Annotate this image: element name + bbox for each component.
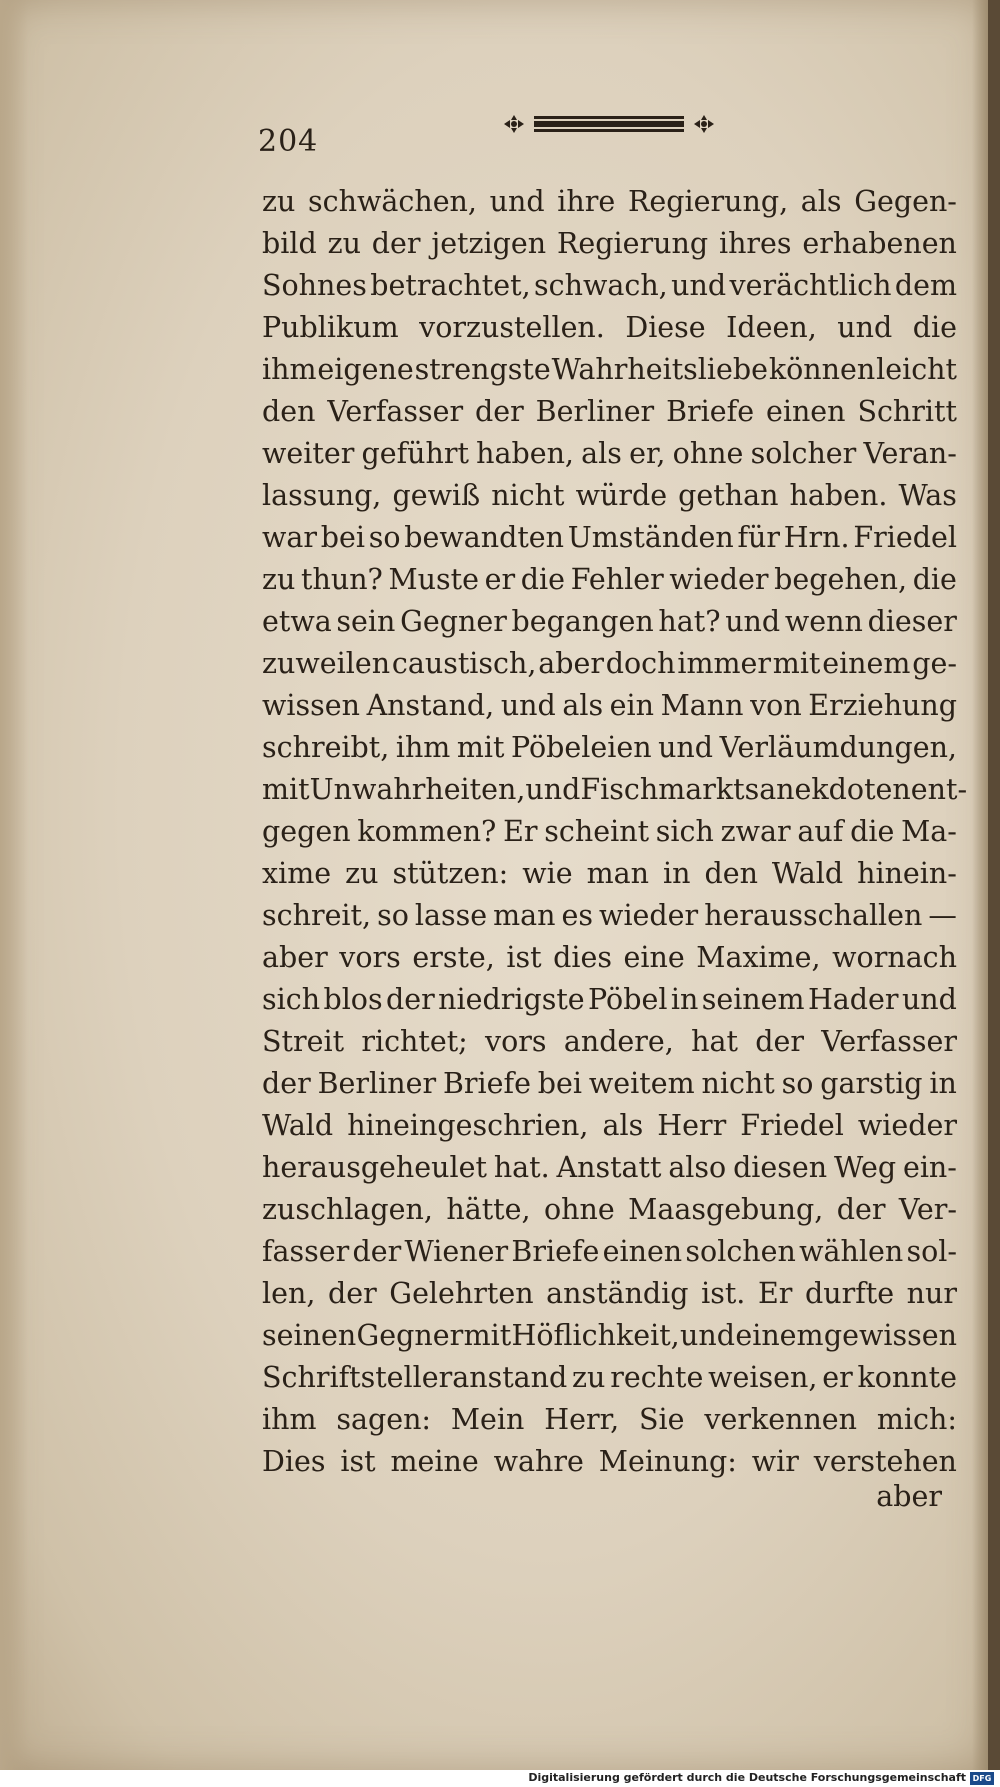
text-line: sich blos der niedrigste Pöbel in seinem Hader und	[262, 983, 957, 1016]
body-text	[262, 185, 968, 1487]
page-number: 204	[258, 124, 319, 159]
text-line: fasser der Wiener Briefe einen solchen wählen sol-	[262, 1235, 957, 1268]
text-line: xime zu stützen: wie man in den Wald hinein-	[262, 857, 957, 890]
text-line: seinen Gegner mit Höflichkeit, und einem gewissen	[262, 1319, 957, 1352]
text-line: ihm eigene strengste Wahrheitsliebe können leicht	[262, 353, 957, 386]
text-line: len, der Gelehrten anständig ist. Er durfte nur	[262, 1277, 957, 1310]
fleuron-right	[694, 115, 714, 133]
decorative-rule-with-fleurons	[500, 110, 720, 138]
text-line: der Berliner Briefe bei weitem nicht so garstig in	[262, 1067, 957, 1100]
text-line: schreibt, ihm mit Pöbeleien und Verläumdungen,	[262, 731, 957, 764]
text-line: bild zu der jetzigen Regierung ihres erhabenen	[262, 227, 957, 260]
text-line: herausgeheulet hat. Anstatt also diesen Weg ein-	[262, 1151, 957, 1184]
center-rule	[534, 116, 684, 132]
text-line: lassung, gewiß nicht würde gethan haben. Was	[262, 479, 957, 512]
page-edge	[988, 0, 1000, 1770]
text-line: gegen kommen? Er scheint sich zwar auf die Ma-	[262, 815, 957, 848]
text-line: Sohnes betrachtet, schwach, und verächtlich dem	[262, 269, 957, 302]
text-line: zu thun? Muste er die Fehler wieder begehen, die	[262, 563, 957, 596]
text-line: zu schwächen, und ihre Regierung, als Gegen-	[262, 185, 957, 218]
text-line: war bei so bewandten Umständen für Hrn. Friedel	[262, 521, 957, 554]
text-line: Publikum vorzustellen. Diese Ideen, und die	[262, 311, 957, 344]
fleuron-left	[504, 115, 524, 133]
text-line: aber vors erste, ist dies eine Maxime, wornach	[262, 941, 957, 974]
text-line: etwa sein Gegner begangen hat? und wenn dieser	[262, 605, 957, 638]
text-line: weiter geführt haben, als er, ohne solcher Veran-	[262, 437, 957, 470]
text-line: Dies ist meine wahre Meinung: wir verstehen	[262, 1445, 957, 1478]
text-line: mit Unwahrheiten, und Fischmarktsanekdoten ent-	[262, 773, 968, 806]
text-line: ihm sagen: Mein Herr, Sie verkennen mich:	[262, 1403, 957, 1436]
text-line: Schriftstelleranstand zu rechte weisen, er konnte	[262, 1361, 957, 1394]
dfg-logo: DFG	[970, 1772, 994, 1785]
catchword: aber	[876, 1480, 942, 1513]
digitization-credit: Digitalisierung gefördert durch die Deutsche Forschungsgemeinschaft	[528, 1771, 966, 1784]
text-line: den Verfasser der Berliner Briefe einen Schritt	[262, 395, 957, 428]
text-line: zuschlagen, hätte, ohne Maasgebung, der Ver-	[262, 1193, 957, 1226]
text-line: wissen Anstand, und als ein Mann von Erziehung	[262, 689, 957, 722]
text-line: schreit, so lasse man es wieder herausschallen —	[262, 899, 957, 932]
text-line: Streit richtet; vors andere, hat der Verfasser	[262, 1025, 957, 1058]
text-line: zuweilen caustisch, aber doch immer mit einem ge-	[262, 647, 957, 680]
text-line: Wald hineingeschrien, als Herr Friedel wieder	[262, 1109, 957, 1142]
